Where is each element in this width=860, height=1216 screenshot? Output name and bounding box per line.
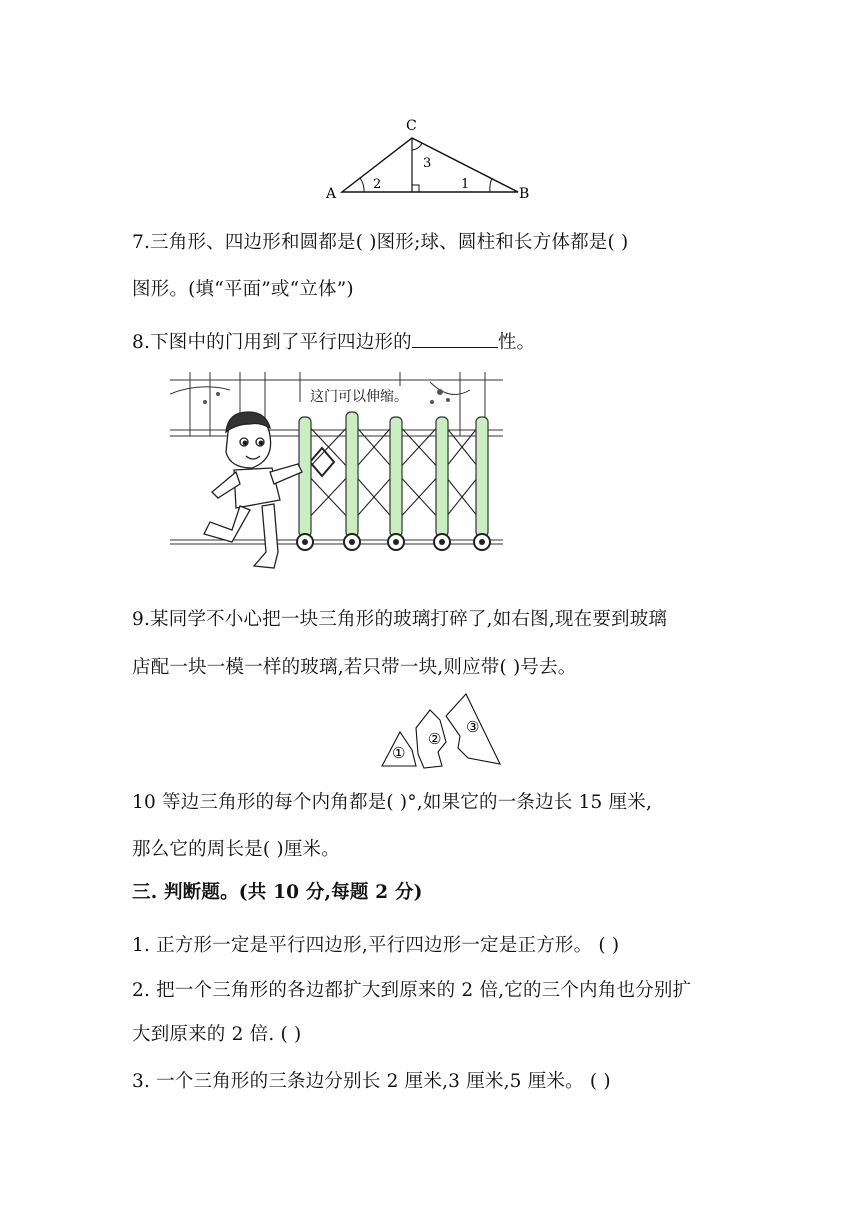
vertex-b-label: B <box>519 186 530 202</box>
angle-arc-2 <box>360 178 364 192</box>
angle-2-label: 2 <box>373 177 382 192</box>
section3-item3: 3. 一个三角形的三条边分别长 2 厘米,3 厘米,5 厘米。 ( ) <box>132 1071 611 1092</box>
q9-line1: 9.某同学不小心把一块三角形的玻璃打碎了,如右图,现在要到玻璃 <box>132 609 668 630</box>
q7-line1: 7.三角形、四边形和圆都是( )图形;球、圆柱和长方体都是( ) <box>132 232 629 253</box>
glass-pieces-figure <box>378 692 508 772</box>
q8-text-before: 8.下图中的门用到了平行四边形的 <box>132 332 412 353</box>
section3-item2-line2: 大到原来的 2 倍. ( ) <box>132 1024 302 1045</box>
glass-piece-3-label: ③ <box>466 718 480 736</box>
vertex-a-label: A <box>326 186 337 202</box>
section3-item2-line1: 2. 把一个三角形的各边都扩大到原来的 2 倍,它的三个内角也分别扩 <box>132 980 692 1001</box>
q10-line2: 那么它的周长是( )厘米。 <box>132 839 340 860</box>
section3-heading: 三. 判断题。(共 10 分,每题 2 分) <box>132 882 423 903</box>
glass-piece-1-label: ① <box>392 744 406 762</box>
right-triangle-figure <box>320 112 540 202</box>
q9-line2: 店配一块一模一样的玻璃,若只带一块,则应带( )号去。 <box>132 657 577 678</box>
q8-line <box>132 328 535 354</box>
q7-line2: 图形。(填“平面”或“立体”) <box>132 279 354 300</box>
gate-illustration <box>170 372 503 578</box>
glass-piece-2-label: ② <box>428 730 442 748</box>
q8-text-after: 性。 <box>497 332 536 353</box>
q10-line1: 10 等边三角形的每个内角都是( )°,如果它的一条边长 15 厘米, <box>132 792 653 813</box>
q8-blank <box>412 329 498 348</box>
angle-arc-1 <box>490 178 492 192</box>
section3-item1: 1. 正方形一定是平行四边形,平行四边形一定是正方形。 ( ) <box>132 935 620 956</box>
vertex-c-label: C <box>406 118 417 134</box>
gate-caption: 这门可以伸缩。 <box>310 386 408 406</box>
right-angle-mark <box>412 185 419 192</box>
angle-3-label: 3 <box>423 156 432 171</box>
angle-1-label: 1 <box>461 177 470 192</box>
angle-arc-3 <box>412 143 422 150</box>
